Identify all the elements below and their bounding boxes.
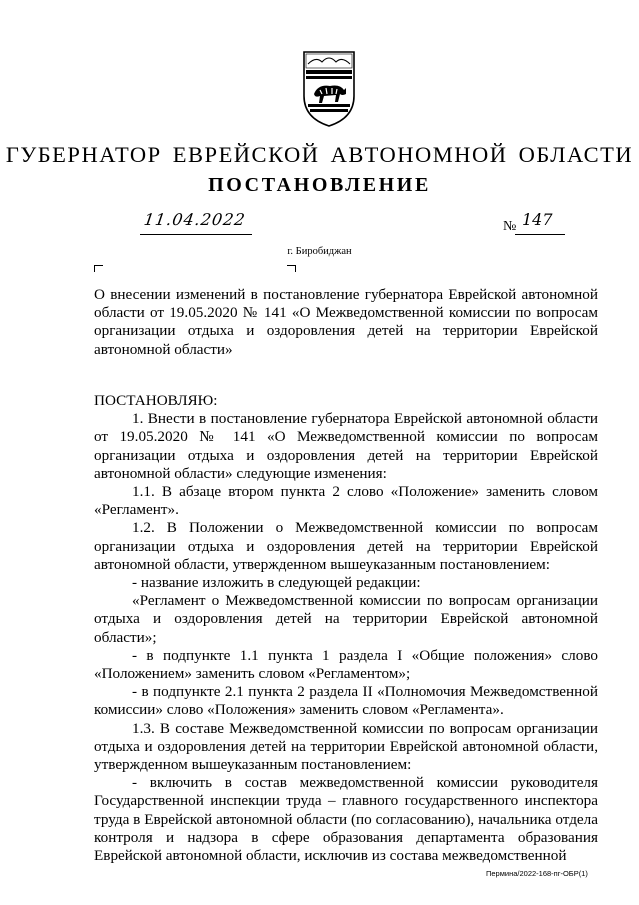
paragraph-1: 1. Внести в постановление губернатора Еврейской автономной области от 19.05.2020 № 141 «О Межведомственной комиссии по вопросам организации отдыха и оздоровления детей на территории Еврейской автономной области» следующие изменения: (94, 410, 598, 482)
authority-title: ГУБЕРНАТОР ЕВРЕЙСКОЙ АВТОНОМНОЙ ОБЛАСТИ (5, 142, 634, 167)
document-number: 147 (522, 210, 553, 229)
document-subject (94, 286, 598, 359)
resolve-intro: ПОСТАНОВЛЯЮ: (94, 392, 218, 409)
document-type-title: ПОСТАНОВЛЕНИЕ (208, 174, 431, 196)
list-item-include: - включить в состав межведомственной комиссии руководителя Государственной инспекции труда – главного государственного инспектора труда в Еврейской автономной области (по согласованию), начальника отдела контроля и надзора в сфере образования департамента образования Еврейской автономной области, исключив из состава межведомственной (94, 774, 598, 865)
subject-corner-left (94, 265, 103, 272)
list-item-rename: - название изложить в следующей редакции: (132, 574, 421, 592)
paragraph-1-1: 1.1. В абзаце втором пункта 2 слово «Положение» заменить словом «Регламент». (94, 483, 598, 519)
subject-text: О внесении изменений в постановление губернатора Еврейской автономной области от 19.05.2020 № 141 «О Межведомственной комиссии по вопросам организации отдыха и оздоровления детей на территории Еврейской автономной области» (94, 286, 598, 358)
document-date: 11.04.2022 (142, 210, 247, 229)
list-item-new-title: «Регламент о Межведомственной комиссии по вопросам организации отдыха и оздоровления детей на территории Еврейской автономной области»; (94, 592, 598, 646)
number-label: № (503, 219, 517, 234)
footer-code: Пермина/2022-168-пг-ОБР(1) (486, 869, 588, 878)
city-label: г. Биробиджан (287, 246, 352, 257)
coat-of-arms-emblem (300, 48, 358, 128)
paragraph-1-2: 1.2. В Положении о Межведомственной комиссии по вопросам организации отдыха и оздоровления детей на территории Еврейской автономной области, утвержденном вышеуказанным постановлением: (94, 519, 598, 573)
paragraph-1-3: 1.3. В составе Межведомственной комиссии по вопросам организации отдыха и оздоровления детей на территории Еврейской автономной области, утвержденном вышеуказанным постановлением: (94, 719, 598, 774)
list-item-subpoint-2-1: - в подпункте 2.1 пункта 2 раздела II «Полномочия Межведомственной комиссии» слово «Положения» заменить словом «Регламента». (94, 683, 598, 719)
list-item-subpoint-1-1: - в подпункте 1.1 пункта 1 раздела I «Общие положения» слово «Положением» заменить словом «Регламентом»; (94, 646, 598, 683)
document-body (94, 392, 598, 865)
subject-corner-right (287, 265, 296, 272)
